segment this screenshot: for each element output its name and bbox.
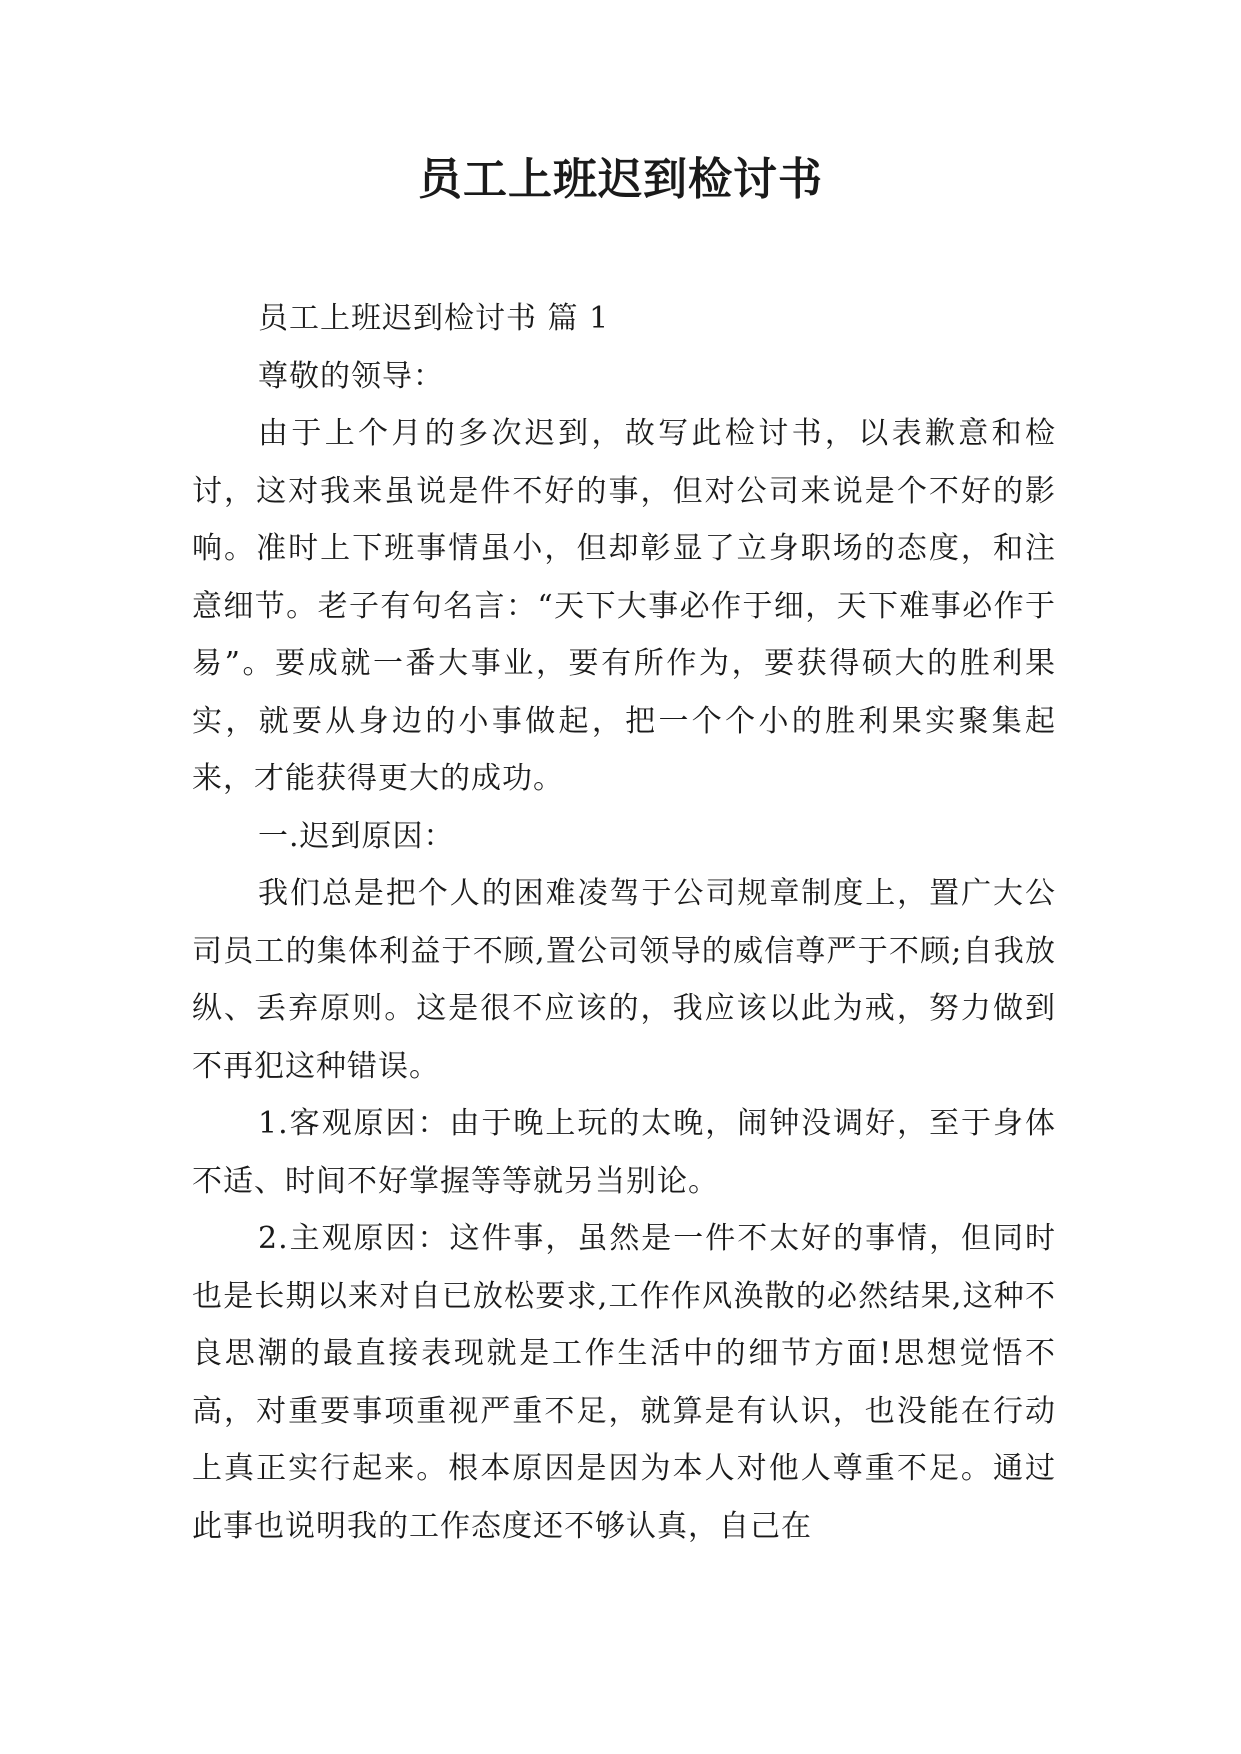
document-title: 员工上班迟到检讨书 [418, 154, 823, 205]
section-heading: 员工上班迟到检讨书 篇 1 [258, 301, 610, 336]
paragraph-subjective-reason: 2.主观原因：这件事，虽然是一件不太好的事情，但同时也是长期以来对自已放松要求,工作作风涣散的必然结果,这种不良思潮的最直接表现就是工作生活中的细节方面!思想觉悟不高，对重要事项重视严重不足，就算是有认识，也没能在行动上真正实行起来。根本原因是因为本人对他人尊重不足。通过此事也说明我的工作态度还不够认真，自己在 [192, 1221, 1056, 1544]
paragraph-reasons: 我们总是把个人的困难凌驾于公司规章制度上，置广大公司员工的集体利益于不顾,置公司领导的威信尊严于不顾;自我放纵、丢弃原则。这是很不应该的，我应该以此为戒，努力做到不再犯这种错误。 [192, 876, 1056, 1084]
paragraph-objective-reason: 1.客观原因：由于晚上玩的太晚，闹钟没调好，至于身体不适、时间不好掌握等等就另当别论。 [192, 1106, 1056, 1199]
salutation: 尊敬的领导： [258, 358, 444, 394]
document-body [192, 290, 1056, 1555]
paragraph-intro: 由于上个月的多次迟到，故写此检讨书，以表歉意和检讨，这对我来虽说是件不好的事，但对公司来说是个不好的影响。准时上下班事情虽小，但却彰显了立身职场的态度，和注意细节。老子有句名言：“天下大事必作于细，天下难事必作于易”。要成就一番大事业，要有所作为，要获得硕大的胜利果实，就要从身边的小事做起，把一个个小的胜利果实聚集起来，才能获得更大的成功。 [192, 416, 1056, 796]
subheading-reasons: 一.迟到原因： [258, 818, 455, 854]
